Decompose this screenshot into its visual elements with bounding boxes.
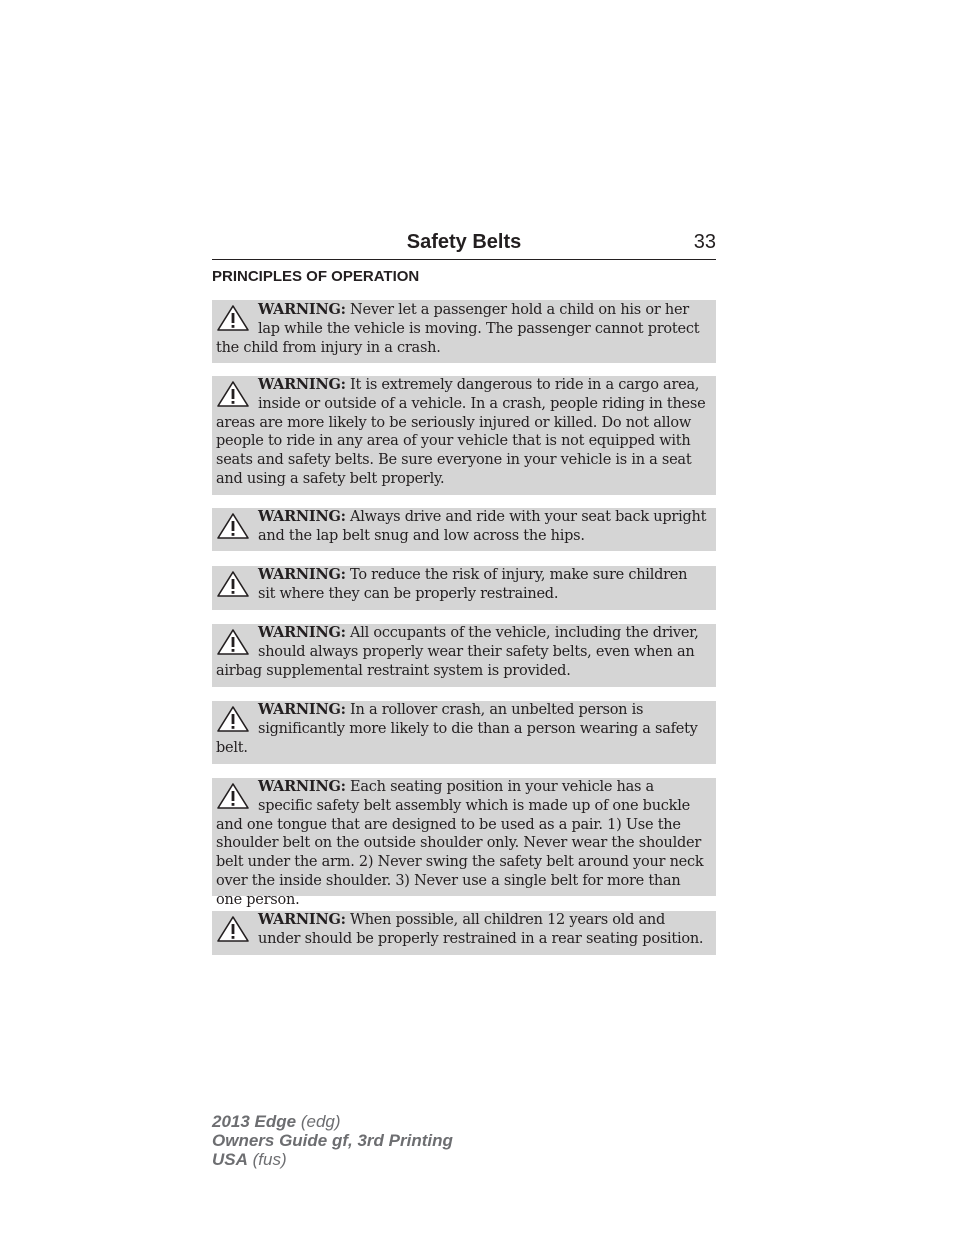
- page-number: 33: [693, 231, 716, 253]
- warning-text: [216, 701, 707, 757]
- warning-box-1: [212, 300, 716, 363]
- section-heading: PRINCIPLES OF OPERATION: [212, 268, 420, 285]
- footer-market-line: [212, 1150, 453, 1169]
- footer-guide-line: Owners Guide gf, 3rd Printing: [212, 1131, 453, 1150]
- warning-label: WARNING:: [258, 301, 346, 318]
- warning-box-8: [212, 911, 716, 955]
- footer-market: USA: [212, 1150, 248, 1169]
- warning-label: WARNING:: [258, 566, 346, 583]
- warning-label: WARNING:: [258, 911, 346, 928]
- warning-triangle-icon: [216, 380, 250, 408]
- warning-label: WARNING:: [258, 624, 346, 641]
- chapter-title: Safety Belts: [406, 231, 522, 253]
- warning-body: All occupants of the vehicle, including the driver, should always properly wear their safety belts, even when an airbag supplemental restraint system is provided.: [216, 625, 699, 679]
- warning-triangle-icon: [216, 705, 250, 733]
- warning-triangle-icon: [216, 304, 250, 332]
- warning-body: Each seating position in your vehicle has a specific safety belt assembly which is made up of one buckle and one tongue that are designed to be used as a pair. 1) Use the shoulder belt on the outside shoulder only. Never wear the shoulder belt under the arm. 2) Never swing the safety belt around your neck over the inside shoulder. 3) Never use a single belt for more than one person.: [216, 779, 704, 908]
- warning-body: To reduce the risk of injury, make sure children sit where they can be properly restrained.: [258, 567, 688, 602]
- footer-model: 2013 Edge: [212, 1112, 297, 1131]
- warning-body: It is extremely dangerous to ride in a cargo area, inside or outside of a vehicle. In a crash, people riding in these areas are more likely to be seriously injured or killed. Do not allow people to ride in any area of your vehicle that is not equipped with seats and safety belts. Be sure everyone in your vehicle is in a seat and using a safety belt properly.: [216, 377, 706, 487]
- warning-body: Never let a passenger hold a child on his or her lap while the vehicle is moving. The passenger cannot protect the child from injury in a crash.: [216, 302, 700, 356]
- warning-box-5: [212, 624, 716, 687]
- warning-box-2: [212, 376, 716, 495]
- page-header: [212, 229, 716, 260]
- warning-triangle-icon: [216, 782, 250, 810]
- warning-box-7: [212, 778, 716, 908]
- warning-label: WARNING:: [258, 778, 346, 795]
- warning-label: WARNING:: [258, 701, 346, 718]
- warning-body: Always drive and ride with your seat back upright and the lap belt snug and low across the hips.: [258, 509, 707, 544]
- footer-model-code: (edg): [300, 1112, 341, 1131]
- warning-text: [216, 911, 707, 949]
- warning-text: [216, 376, 707, 489]
- warning-box-4: [212, 566, 716, 610]
- warning-box-6: [212, 701, 716, 764]
- footer-market-code: (fus): [252, 1150, 287, 1169]
- warning-label: WARNING:: [258, 508, 346, 525]
- warning-text: [216, 566, 707, 604]
- warning-body: In a rollover crash, an unbelted person is significantly more likely to die than a person wearing a safety belt.: [216, 702, 698, 756]
- warning-box-3: [212, 508, 716, 551]
- document-footer: [212, 1112, 453, 1169]
- warning-text: [216, 778, 707, 910]
- warning-body: When possible, all children 12 years old and under should be properly restrained in a rear seating position.: [258, 912, 704, 947]
- warning-triangle-icon: [216, 628, 250, 656]
- footer-model-line: [212, 1112, 453, 1131]
- warning-triangle-icon: [216, 915, 250, 943]
- warning-text: [216, 301, 707, 357]
- warning-text: [216, 508, 707, 546]
- warning-text: [216, 624, 707, 680]
- warning-triangle-icon: [216, 570, 250, 598]
- warning-label: WARNING:: [258, 376, 346, 393]
- warning-triangle-icon: [216, 512, 250, 540]
